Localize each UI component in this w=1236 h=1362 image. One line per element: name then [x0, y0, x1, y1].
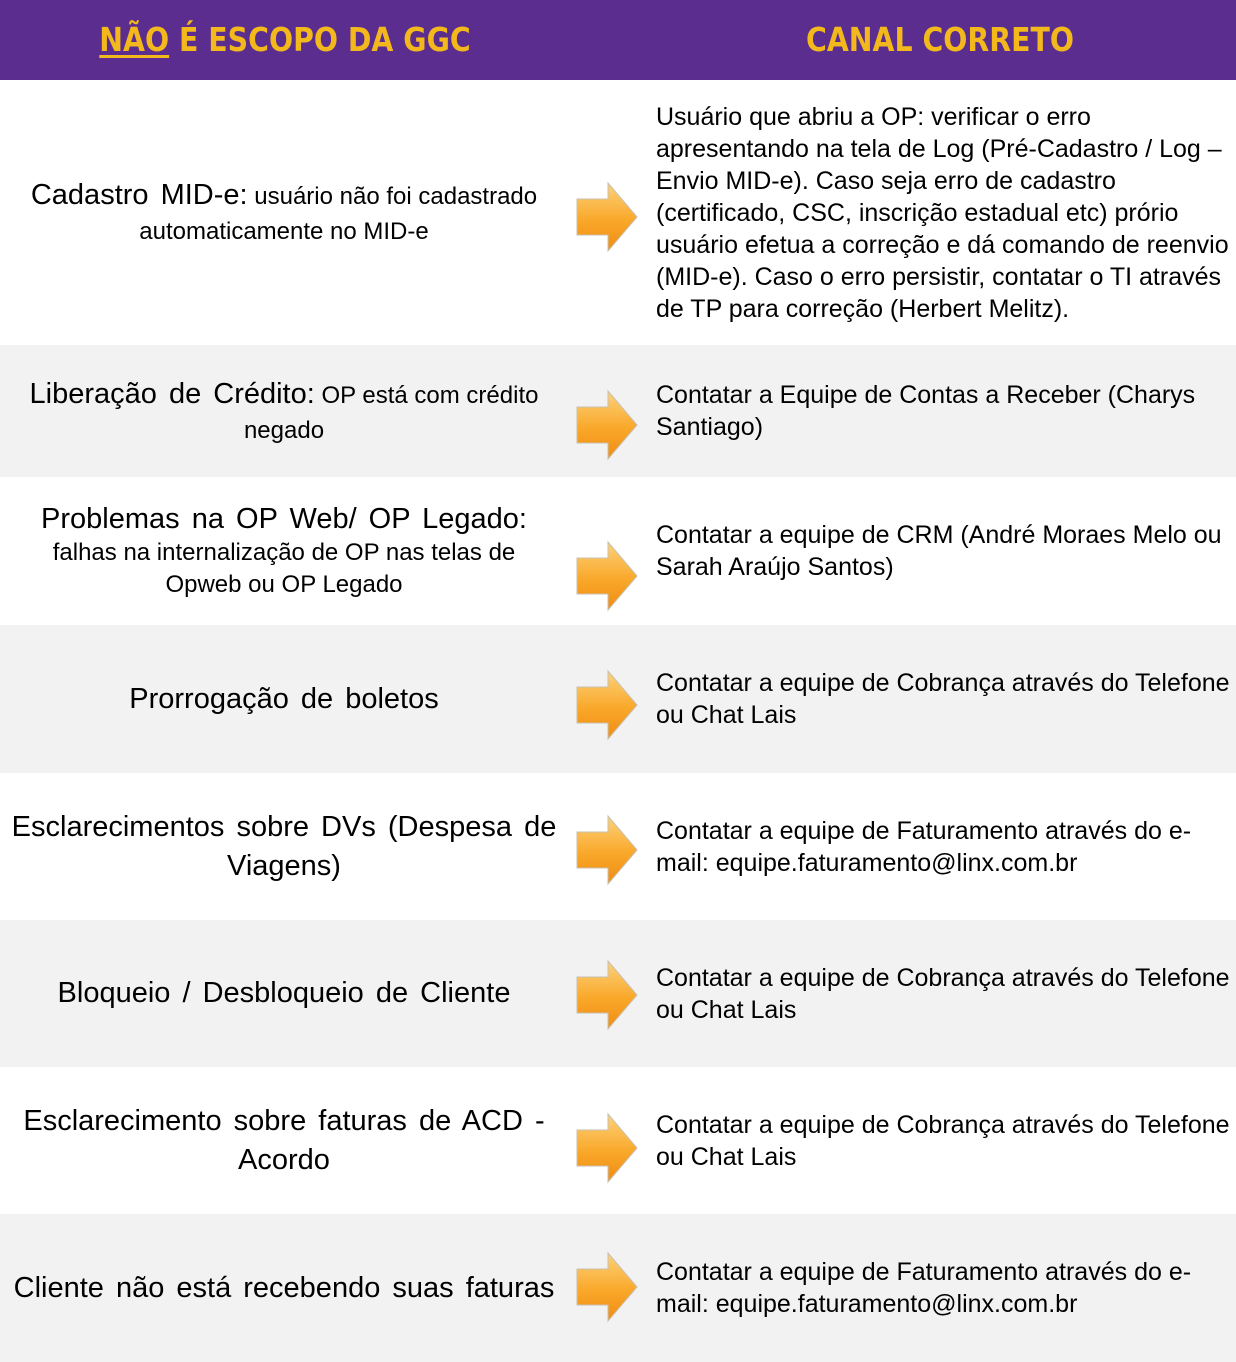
- arrow-right-icon: [574, 1250, 640, 1324]
- correct-channel-cell: [656, 773, 1231, 920]
- table-row: [0, 80, 1236, 345]
- out-of-scope-cell: [10, 80, 558, 345]
- row-description: falhas na internalização de OP nas telas de Opweb ou OP Legado: [52, 539, 516, 598]
- arrow-right-icon: [574, 1111, 640, 1185]
- row-channel: Contatar a equipe de Cobrança através do Telefone ou Chat Lais: [656, 669, 1230, 729]
- row-channel: Contatar a equipe de Faturamento através do e-mail: equipe.faturamento@linx.com.br: [656, 1258, 1192, 1318]
- row-description: usuário não foi cadastrado automaticamente no MID-e: [139, 183, 538, 245]
- out-of-scope-cell: [10, 345, 558, 477]
- arrow-right-icon: [574, 958, 640, 1032]
- row-description: OP está com crédito negado: [243, 381, 539, 444]
- row-title: Problemas na OP Web/ OP Legado:: [41, 503, 527, 535]
- row-channel: Contatar a equipe de Cobrança através do Telefone ou Chat Lais: [656, 1110, 1230, 1171]
- row-title: Esclarecimentos sobre DVs (Despesa de Viagens): [11, 810, 557, 882]
- arrow-right-icon: [574, 813, 640, 887]
- table-row: [0, 773, 1236, 920]
- row-title: Bloqueio / Desbloqueio de Cliente: [57, 977, 511, 1009]
- table-row: [0, 345, 1236, 477]
- row-title: Esclarecimento sobre faturas de ACD - Acordo: [23, 1104, 545, 1176]
- correct-channel-cell: [656, 920, 1231, 1067]
- out-of-scope-cell: [10, 625, 558, 773]
- row-title: Cliente não está recebendo suas faturas: [13, 1271, 555, 1304]
- row-channel: Contatar a equipe de Faturamento através do e-mail: equipe.faturamento@linx.com.br: [656, 816, 1192, 877]
- correct-channel-cell: [656, 345, 1231, 477]
- out-of-scope-cell: [10, 1067, 558, 1214]
- header-out-of-scope: [40, 0, 530, 80]
- out-of-scope-cell: [10, 920, 558, 1067]
- table-row: [0, 625, 1236, 773]
- header-out-of-scope-negation: NÃO: [99, 20, 170, 59]
- row-channel: Contatar a equipe de CRM (André Moraes Melo ou Sarah Araújo Santos): [656, 521, 1222, 581]
- correct-channel-cell: [656, 80, 1231, 345]
- arrow-right-icon: [574, 539, 640, 613]
- header-correct-channel: CANAL CORRETO: [805, 20, 1074, 59]
- correct-channel-cell: [656, 1214, 1231, 1362]
- row-channel: Usuário que abriu a OP: verificar o erro apresentando na tela de Log (Pré-Cadastro / Log – Envio MID-e). Caso seja erro de cadastro (certificado, CSC, inscrição estadual etc) prório usuário efetua a correção e dá comando de reenvio (MID-e). Caso o erro persistir, contatar o TI através de TP para correção (Herbert Melitz).: [656, 102, 1229, 323]
- row-title: Cadastro MID-e:: [30, 179, 248, 211]
- table-row: [0, 1067, 1236, 1214]
- arrow-right-icon: [574, 180, 640, 254]
- correct-channel-cell: [656, 477, 1231, 625]
- table-header: [0, 0, 1236, 80]
- table-row: [0, 920, 1236, 1067]
- arrow-right-icon: [574, 388, 640, 462]
- out-of-scope-cell: [10, 773, 558, 920]
- row-title: Prorrogação de boletos: [129, 682, 439, 715]
- row-title: Liberação de Crédito:: [29, 377, 315, 410]
- table-row: [0, 477, 1236, 625]
- table-row: [0, 1214, 1236, 1362]
- out-of-scope-cell: [10, 1214, 558, 1362]
- correct-channel-cell: [656, 1067, 1231, 1214]
- arrow-right-icon: [574, 668, 640, 742]
- row-channel: Contatar a equipe de Cobrança através do Telefone ou Chat Lais: [656, 963, 1230, 1024]
- header-out-of-scope-text: É ESCOPO DA GGC: [169, 20, 471, 59]
- correct-channel-cell: [656, 625, 1231, 773]
- out-of-scope-cell: [10, 477, 558, 625]
- row-channel: Contatar a Equipe de Contas a Receber (Charys Santiago): [656, 381, 1196, 441]
